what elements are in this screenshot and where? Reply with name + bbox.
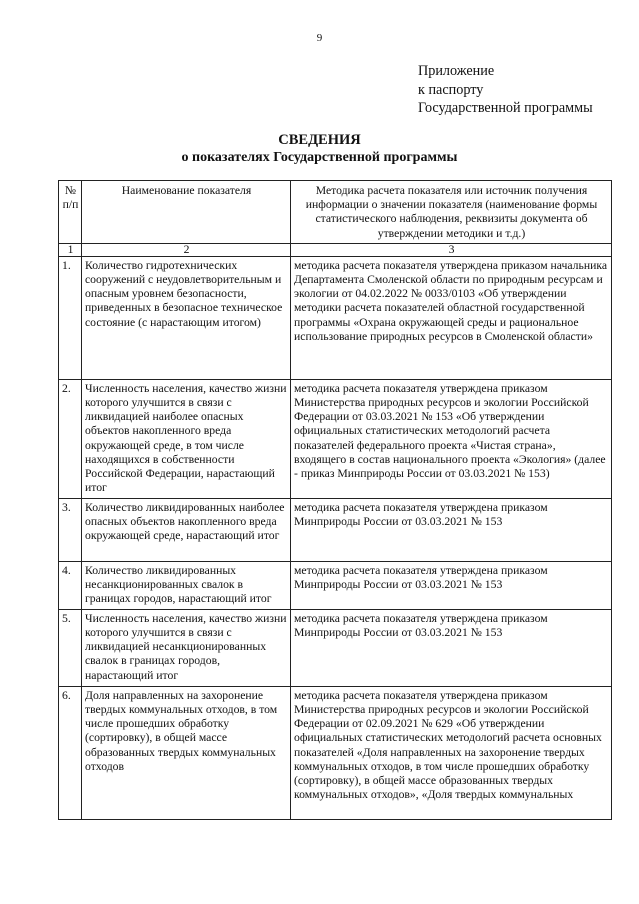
column-number: 2 [82,243,291,256]
indicator-method: методика расчета показателя утверждена приказом начальника Департамента Смоленской области по природным ресурсам и экологии от 04.02.2022 № 0033/0103 «Об утверждении методики расчета показателей областной государственной программы «Охрана окружающей среды и рациональное использование природных ресурсов в Смоленской области» [291,256,612,379]
header-name: Наименование показателя [82,181,291,244]
column-number: 1 [59,243,82,256]
document-title: СВЕДЕНИЯ [278,132,361,148]
column-number: 3 [291,243,612,256]
row-number: 6. [59,686,82,819]
indicator-method: методика расчета показателя утверждена приказом Минприроды России от 03.03.2021 № 153 [291,498,612,561]
appendix-note [418,62,593,118]
table-row [59,609,612,686]
row-number: 1. [59,256,82,379]
table-row [59,686,612,819]
table-row [59,498,612,561]
row-number: 4. [59,561,82,609]
header-method: Методика расчета показателя или источник получения информации о значении показателя (наименование формы статистического наблюдения, реквизиты документа об утверждении методики и т.д.) [291,181,612,244]
table-row [59,561,612,609]
column-number-row [59,243,612,256]
row-number: 2. [59,379,82,498]
table-row [59,379,612,498]
indicator-name: Количество гидротехнических сооружений с неудовлетворительным и опасным уровнем безопасности, приведенных в безопасное техническое состояние (с нарастающим итогом) [82,256,291,379]
table-header-row [59,181,612,244]
appendix-line-1: Приложение [418,63,495,79]
appendix-line-3: Государственной программы [418,100,593,116]
indicator-name: Количество ликвидированных несанкционированных свалок в границах городов, нарастающий итог [82,561,291,609]
indicator-method: методика расчета показателя утверждена приказом Министерства природных ресурсов и экологии Российской Федерации от 02.09.2021 № 629 «Об утверждении официальных статистических методологий расчета основных показателей «Доля направленных на захоронение твердых коммунальных отходов, в том числе прошедших обработку (сортировку), в общей массе образованных твердых коммунальных отходов», «Доля твердых коммунальных [291,686,612,819]
page-number: 9 [316,32,323,44]
indicator-method: методика расчета показателя утверждена приказом Минприроды России от 03.03.2021 № 153 [291,609,612,686]
row-number: 3. [59,498,82,561]
document-subtitle: о показателях Государственной программы [181,150,458,165]
indicator-name: Численность населения, качество жизни которого улучшится в связи с ликвидацией наиболее опасных объектов накопленного вреда окружающей среде, в том числе находящихся в собственности Российской Федерации, нарастающий итог [82,379,291,498]
indicator-method: методика расчета показателя утверждена приказом Министерства природных ресурсов и экологии Российской Федерации от 03.03.2021 № 153 «Об утверждении официальных статистических методологий расчета показателей федерального проекта «Чистая страна», входящего в состав национального проекта «Экология» (далее - приказ Минприроды России от 03.03.2021 № 153) [291,379,612,498]
appendix-line-2: к паспорту [418,81,484,98]
indicators-table [58,180,612,820]
indicator-name: Численность населения, качество жизни которого улучшится в связи с ликвидацией несанкционированных свалок в границах городов, нарастающий итог [82,609,291,686]
header-num: № п/п [59,181,82,244]
indicator-method: методика расчета показателя утверждена приказом Минприроды России от 03.03.2021 № 153 [291,561,612,609]
indicator-name: Доля направленных на захоронение твердых коммунальных отходов, в том числе прошедших обработку (сортировку), в общей массе образованных твердых коммунальных отходов [82,686,291,819]
indicator-name: Количество ликвидированных наиболее опасных объектов накопленного вреда окружающей среде, нарастающий итог [82,498,291,561]
table-row [59,256,612,379]
row-number: 5. [59,609,82,686]
